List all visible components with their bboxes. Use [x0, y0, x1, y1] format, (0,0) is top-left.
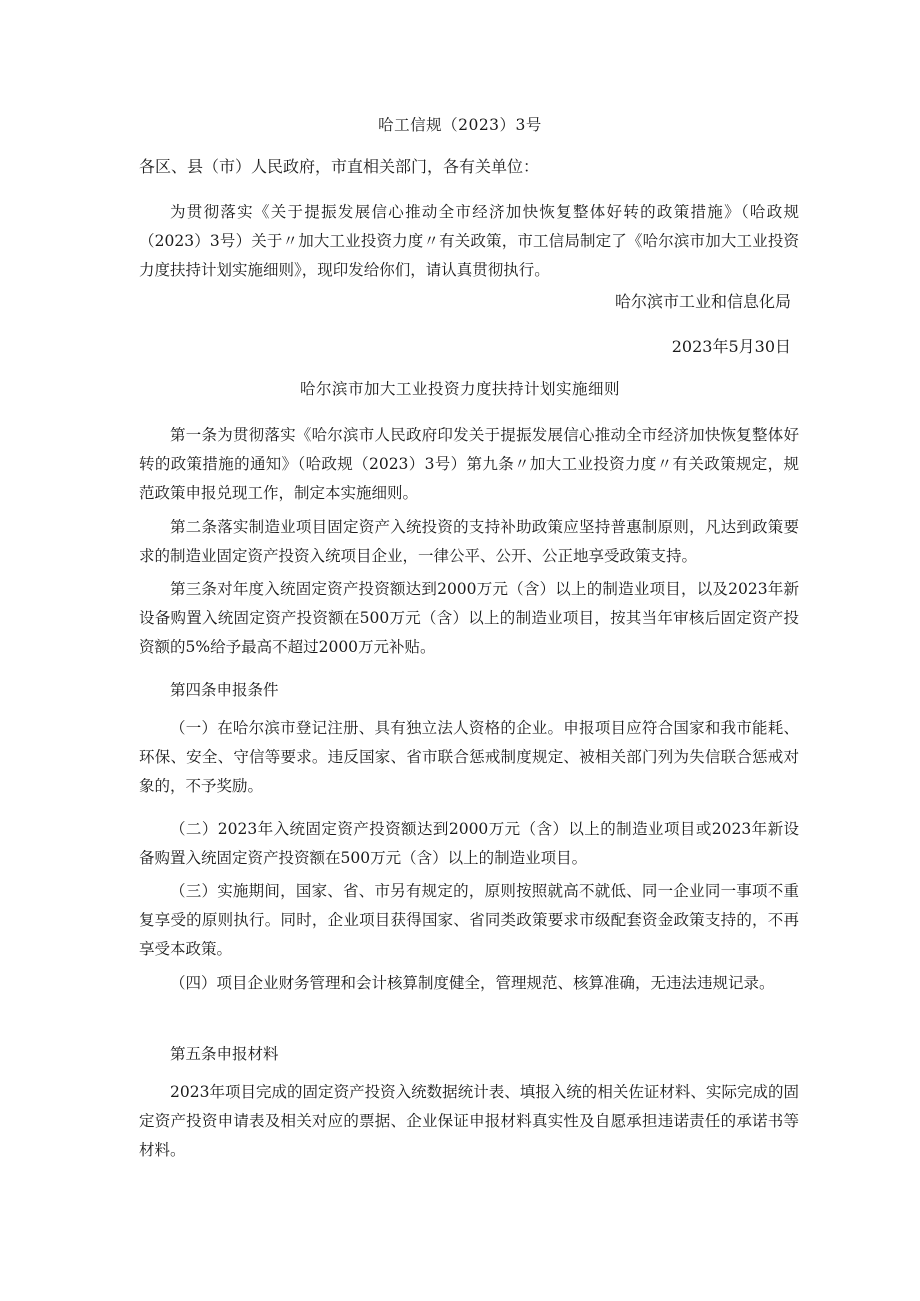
document-title: 哈尔滨市加大工业投资力度扶持计划实施细则	[299, 380, 620, 398]
issuer: 哈尔滨市工业和信息化局	[614, 292, 791, 311]
article-4-item-2: （二）2023年入统固定资产投资额达到2000万元（含）以上的制造业项目或2023年新设备购置入统固定资产投资额在500万元（含）以上的制造业项目。	[139, 820, 799, 867]
article-4-item-4: （四）项目企业财务管理和会计核算制度健全，管理规范、核算准确，无违法违规记录。	[170, 974, 775, 992]
article-2: 第二条落实制造业项目固定资产入统投资的支持补助政策应坚持普惠制原则，凡达到政策要求的制造业固定资产投资入统项目企业，一律公平、公开、公正地享受政策支持。	[139, 518, 799, 565]
document-number: 哈工信规（2023）3号	[378, 116, 542, 134]
article-5-body: 2023年项目完成的固定资产投资入统数据统计表、填报入统的相关佐证材料、实际完成的固定资产投资申请表及相关对应的票据、企业保证申报材料真实性及自愿承担违诺责任的承诺书等材料。	[139, 1083, 799, 1159]
salutation: 各区、县（市）人民政府，市直相关部门，各有关单位：	[139, 157, 540, 176]
issue-date: 2023年5月30日	[671, 337, 791, 356]
article-4-item-3: （三）实施期间，国家、省、市另有规定的，原则按照就高不就低、同一企业同一事项不重复享受的原则执行。同时，企业项目获得国家、省同类政策要求市级配套资金政策支持的，不再享受本政策。	[139, 882, 799, 958]
article-4-item-1: （一）在哈尔滨市登记注册、具有独立法人资格的企业。申报项目应符合国家和我市能耗、环保、安全、守信等要求。违反国家、省市联合惩戒制度规定、被相关部门列为失信联合惩戒对象的，不予奖励。	[139, 719, 799, 795]
article-1: 第一条为贯彻落实《哈尔滨市人民政府印发关于提振发展信心推动全市经济加快恢复整体好转的政策措施的通知》（哈政规（2023）3号）第九条〃加大工业投资力度〃有关政策规定，规范政策申报兑现工作，制定本实施细则。	[139, 426, 799, 502]
article-3: 第三条对年度入统固定资产投资额达到2000万元（含）以上的制造业项目，以及2023年新设备购置入统固定资产投资额在500万元（含）以上的制造业项目，按其当年审核后固定资产投资额的5%给予最高不超过2000万元补贴。	[139, 580, 799, 656]
article-5-heading: 第五条申报材料	[170, 1045, 279, 1063]
intro-paragraph: 为贯彻落实《关于提振发展信心推动全市经济加快恢复整体好转的政策措施》（哈政规（2023）3号）关于〃加大工业投资力度〃有关政策，市工信局制定了《哈尔滨市加大工业投资力度扶持计划实施细则》，现印发给你们，请认真贯彻执行。	[139, 203, 799, 279]
article-4-heading: 第四条申报条件	[170, 681, 279, 699]
